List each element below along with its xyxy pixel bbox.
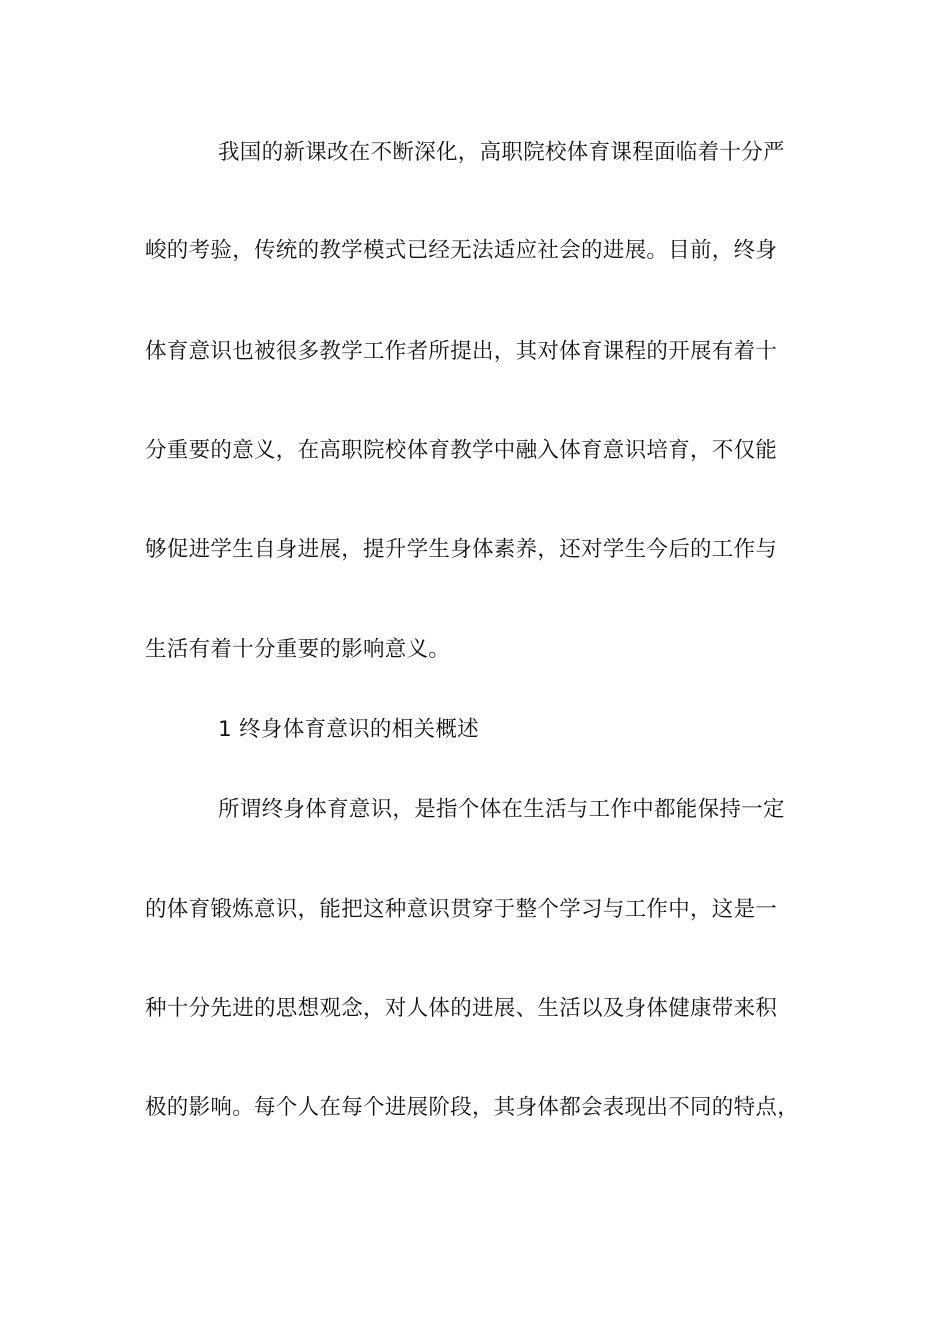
paragraph-2-line-3: 种十分先进的思想观念，对人体的进展、生活以及身体健康带来积 [145, 996, 778, 1021]
paragraph-2-line-4: 极的影响。每个人在每个进展阶段，其身体都会表现出不同的特点， [145, 1095, 800, 1120]
paragraph-2-line-1: 所谓终身体育意识，是指个体在生活与工作中都能保持一定 [218, 797, 785, 822]
paragraph-1-line-2: 峻的考验，传统的教学模式已经无法适应社会的进展。目前，终身 [145, 238, 778, 263]
paragraph-1-line-6: 生活有着十分重要的影响意义。 [145, 637, 451, 662]
section-heading: 1 终身体育意识的相关概述 [218, 717, 479, 742]
paragraph-1-line-4: 分重要的意义，在高职院校体育教学中融入体育意识培育，不仅能 [145, 438, 778, 463]
paragraph-1-line-5: 够促进学生自身进展，提升学生身体素养，还对学生今后的工作与 [145, 537, 778, 562]
paragraph-1-line-1: 我国的新课改在不断深化，高职院校体育课程面临着十分严 [218, 140, 785, 165]
paragraph-2-line-2: 的体育锻炼意识，能把这种意识贯穿于整个学习与工作中，这是一 [145, 897, 778, 922]
paragraph-1-line-3: 体育意识也被很多教学工作者所提出，其对体育课程的开展有着十 [145, 339, 778, 364]
